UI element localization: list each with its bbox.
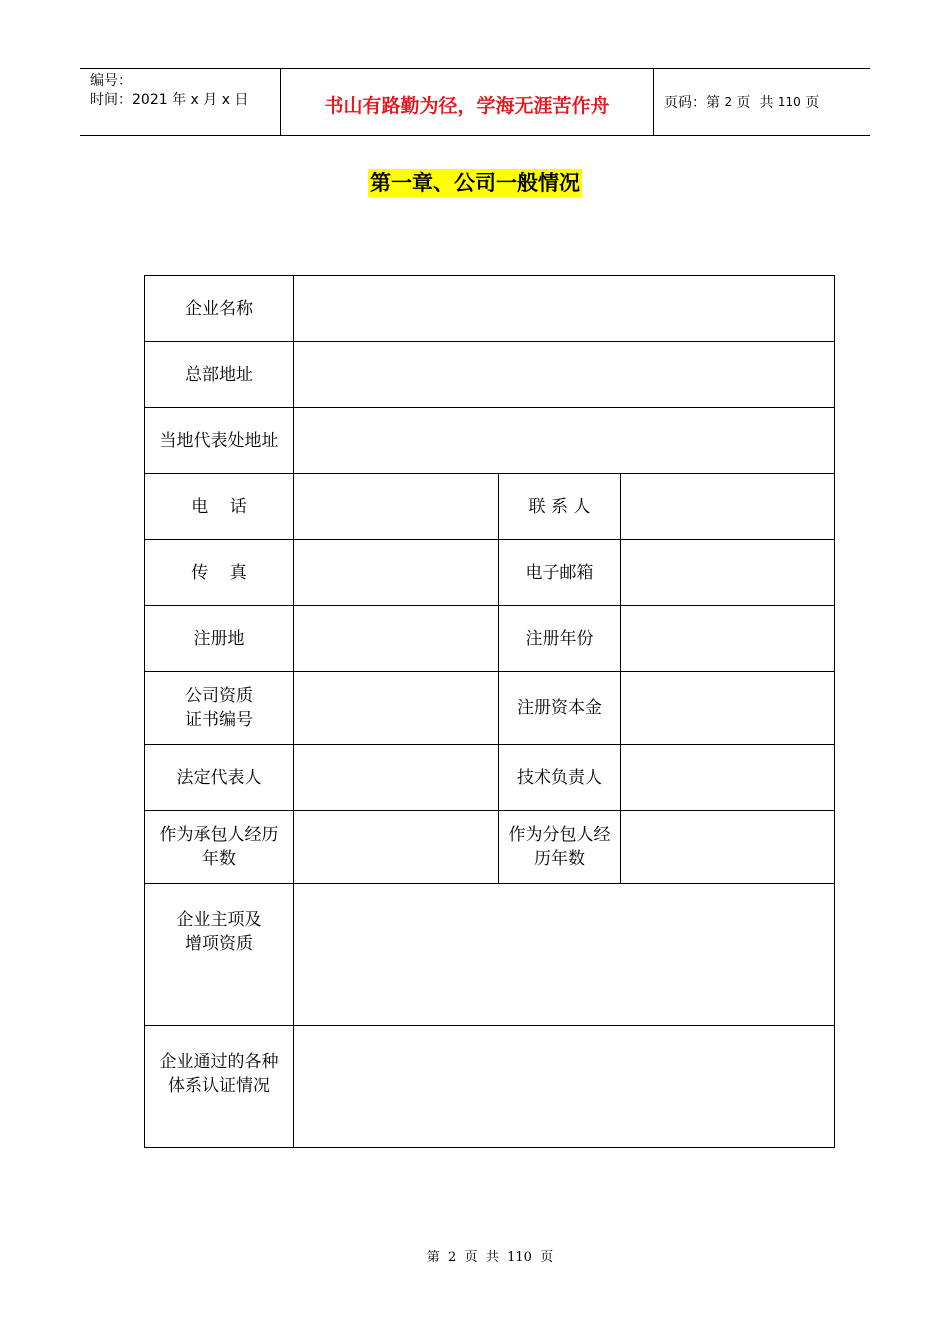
header-motto: 书山有路勤为径，学海无涯苦作舟: [281, 69, 654, 135]
company-info-form: [144, 275, 835, 1148]
qualification-label-line1: 企业主项及: [176, 910, 262, 930]
local-office-address-label: 当地代表处地址: [145, 408, 294, 474]
form-row: [145, 408, 835, 474]
registered-capital-label: 注册资本金: [499, 672, 621, 745]
contractor-years-label: [145, 811, 294, 884]
contractor-label-line1: 作为承包人经历: [159, 825, 279, 845]
number-label: 编号：: [90, 73, 132, 89]
subcontractor-years-label: [499, 811, 621, 884]
form-row: [145, 606, 835, 672]
legal-rep-field[interactable]: [294, 745, 499, 811]
qualification-label-line2: 增项资质: [185, 934, 253, 954]
phone-label: 电 话: [145, 474, 294, 540]
tech-lead-label: 技术负责人: [499, 745, 621, 811]
subcontractor-label-line1: 作为分包人经: [508, 825, 611, 845]
fax-field[interactable]: [294, 540, 499, 606]
company-name-label: 企业名称: [145, 276, 294, 342]
qualification-label: [145, 884, 294, 1026]
hq-address-label: 总部地址: [145, 342, 294, 408]
hq-address-field[interactable]: [294, 342, 835, 408]
form-row: [145, 672, 835, 745]
certification-label-line1: 企业通过的各种: [159, 1052, 279, 1072]
certification-field[interactable]: [294, 1026, 835, 1148]
header-meta: [80, 69, 281, 135]
cert-number-label: [145, 672, 294, 745]
contact-label: 联 系 人: [499, 474, 621, 540]
page-prefix: 页码：第: [664, 95, 725, 111]
form-row: [145, 540, 835, 606]
cert-number-field[interactable]: [294, 672, 499, 745]
subcontractor-years-field[interactable]: [621, 811, 835, 884]
form-row: [145, 745, 835, 811]
form-row: [145, 811, 835, 884]
tech-lead-field[interactable]: [621, 745, 835, 811]
registered-year-label: 注册年份: [499, 606, 621, 672]
chapter-title-block: [0, 168, 950, 198]
form-row: [145, 474, 835, 540]
fax-label: 传 真: [145, 540, 294, 606]
page-suffix: 页: [800, 95, 820, 111]
registered-place-label: 注册地: [145, 606, 294, 672]
page-footer: 第 2 页 共 110 页: [426, 1250, 554, 1265]
email-label: 电子邮箱: [499, 540, 621, 606]
time-label: 时间：2021 年 x 月 x 日: [90, 92, 249, 108]
email-field[interactable]: [621, 540, 835, 606]
legal-rep-label: 法定代表人: [145, 745, 294, 811]
page-header: [80, 68, 870, 136]
registered-place-field[interactable]: [294, 606, 499, 672]
local-office-address-field[interactable]: [294, 408, 835, 474]
form-row: [145, 884, 835, 1026]
phone-field[interactable]: [294, 474, 499, 540]
form-row: [145, 342, 835, 408]
registered-year-field[interactable]: [621, 606, 835, 672]
contractor-label-line2: 年数: [202, 849, 236, 869]
subcontractor-label-line2: 历年数: [534, 849, 585, 869]
page-mid: 页 共: [732, 95, 778, 111]
form-row: [145, 1026, 835, 1148]
registered-capital-field[interactable]: [621, 672, 835, 745]
page-total: 110: [777, 95, 801, 109]
chapter-title: 第一章、公司一般情况: [370, 171, 580, 195]
header-page-number: [654, 69, 870, 135]
qualification-field[interactable]: [294, 884, 835, 1026]
certification-label-line2: 体系认证情况: [168, 1076, 270, 1096]
cert-label-line1: 公司资质: [185, 686, 253, 706]
cert-label-line2: 证书编号: [185, 710, 253, 730]
page-current: 2: [724, 95, 733, 109]
form-row: [145, 276, 835, 342]
certification-label: [145, 1026, 294, 1148]
contact-field[interactable]: [621, 474, 835, 540]
company-name-field[interactable]: [294, 276, 835, 342]
contractor-years-field[interactable]: [294, 811, 499, 884]
